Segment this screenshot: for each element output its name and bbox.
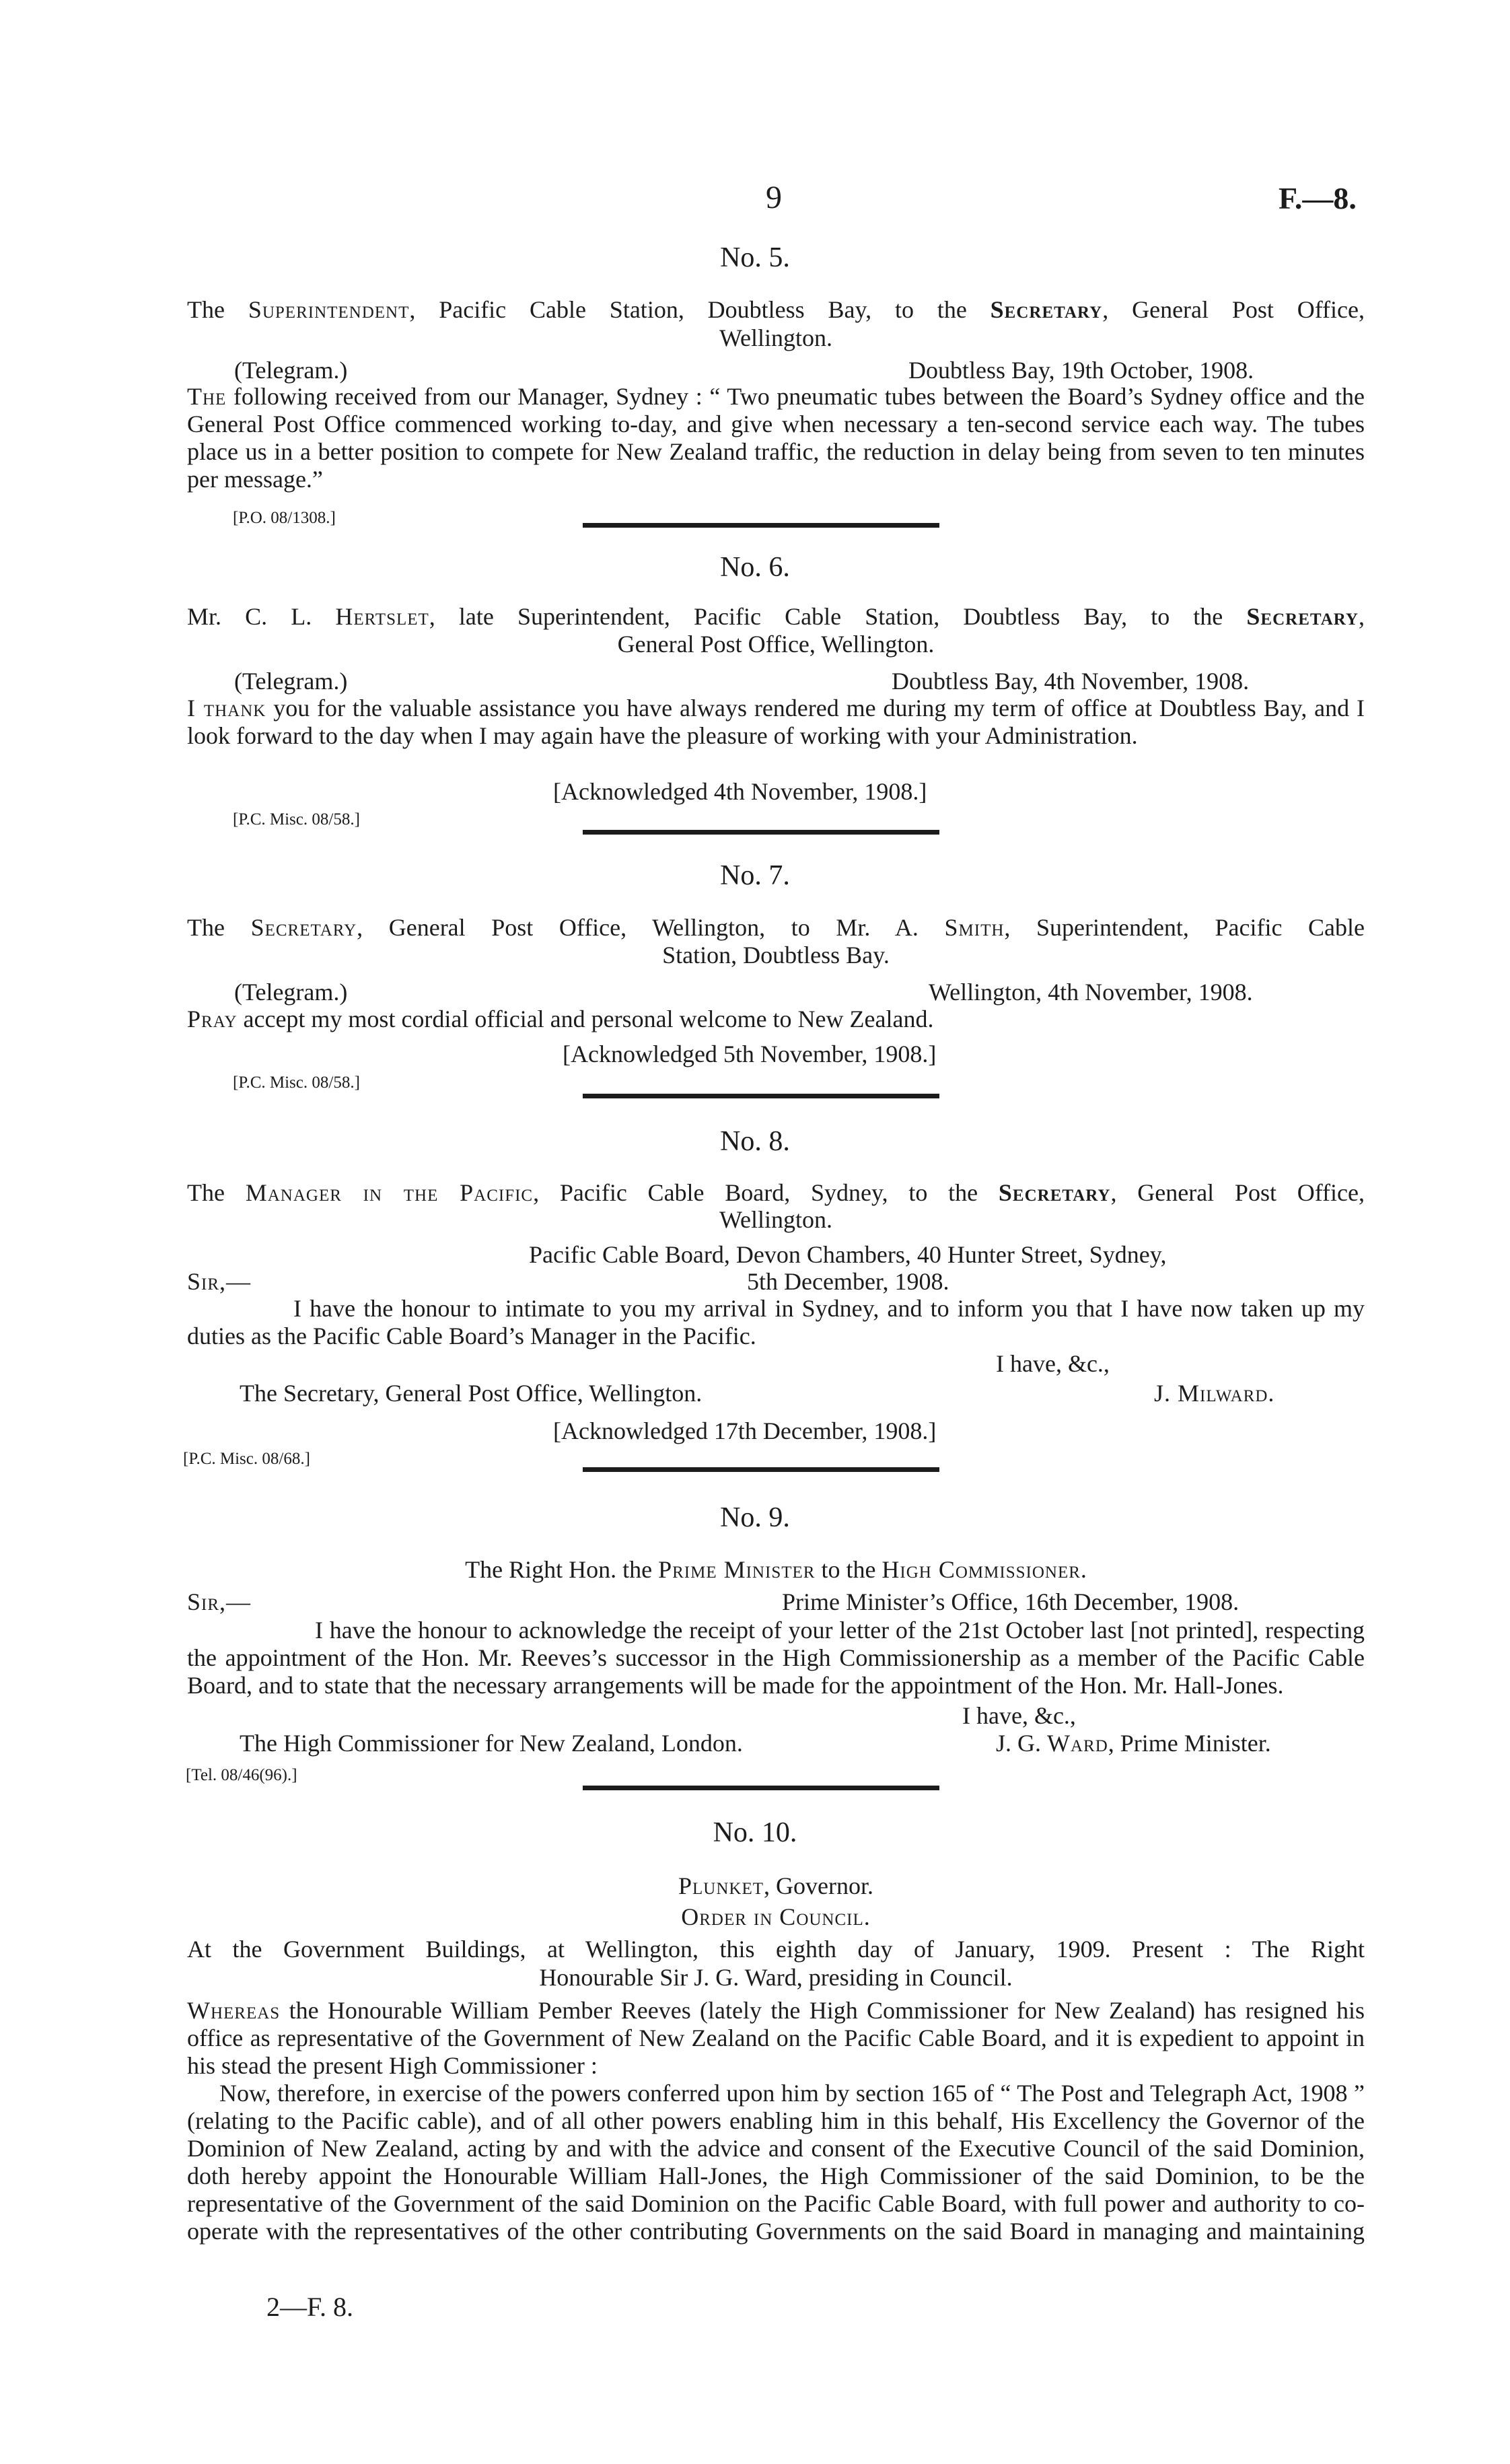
doc8-salutation: Sir,— bbox=[187, 1268, 252, 1295]
doc8-closing: I have, &c., bbox=[996, 1350, 1110, 1377]
doc9-number: No. 9. bbox=[720, 1502, 790, 1533]
doc8-signature: J. Milward. bbox=[1154, 1380, 1275, 1407]
doc5-heading-line2: Wellington. bbox=[719, 324, 833, 351]
doc7-heading: The Secretary, General Post Office, Wellington, to Mr. A. Smith, Superintendent, Pacific Cable bbox=[187, 914, 1365, 941]
doc7-place-date: Wellington, 4th November, 1908. bbox=[929, 979, 1253, 1006]
doc8-acknowledged: [Acknowledged 17th December, 1908.] bbox=[553, 1417, 937, 1444]
page-number: 9 bbox=[766, 180, 782, 215]
divider bbox=[583, 1094, 939, 1098]
doc7-body: Pray accept my most cordial official and personal welcome to New Zealand. bbox=[187, 1006, 934, 1032]
doc5-number: No. 5. bbox=[720, 242, 790, 273]
doc10-preamble-line1: At the Government Buildings, at Wellington, this eighth day of January, 1909. Present : The Right bbox=[187, 1936, 1365, 1963]
doc6-mode: (Telegram.) bbox=[234, 668, 348, 695]
doc9-closing: I have, &c., bbox=[962, 1702, 1076, 1729]
doc8-heading: The Manager in the Pacific, Pacific Cable Board, Sydney, to the Secretary, General Post Office, bbox=[187, 1179, 1365, 1206]
doc10-governor: Plunket, Governor. bbox=[678, 1872, 873, 1899]
doc10-preamble-line2: Honourable Sir J. G. Ward, presiding in Council. bbox=[539, 1964, 1013, 1991]
signature-mark: 2—F. 8. bbox=[266, 2292, 354, 2322]
doc10-whereas: Whereas the Honourable William Pember Reeves (lately the High Commissioner for New Zealand) has resigned his office as representative of the Government of New Zealand on the Pacific Cable Board, and it is expedient to appoint in his stead the present High Commissioner : bbox=[187, 1997, 1365, 2079]
doc9-addressee: The High Commissioner for New Zealand, London. bbox=[240, 1730, 743, 1757]
doc7-mode: (Telegram.) bbox=[234, 979, 348, 1006]
doc9-signature: J. G. Ward, Prime Minister. bbox=[996, 1730, 1271, 1757]
doc8-body: I have the honour to intimate to you my arrival in Sydney, and to inform you that I have now taken up my duties as the Pacific Cable Board’s Manager in the Pacific. bbox=[187, 1295, 1365, 1349]
doc6-heading-line2: General Post Office, Wellington. bbox=[617, 631, 935, 658]
doc10-now-therefore: Now, therefore, in exercise of the powers conferred upon him by section 165 of “ The Post and Telegraph Act, 1908 ” (relating to the Pacific cable), and of all other powers enabling him in this behalf, His Excellency the Governor of the Dominion of New Zealand, acting by and with the advice and consent of the Executive Council of the said Dominion, doth hereby appoint the Honourable William Hall-Jones, the High Commissioner of the said Dominion, to be the representative of the Government of the said Dominion on the Pacific Cable Board, with full power and authority to co-operate with the representatives of the other contributing Governments on the said Board in managing and maintaining bbox=[187, 2080, 1365, 2245]
doc5-place-date: Doubtless Bay, 19th October, 1908. bbox=[908, 357, 1254, 384]
divider bbox=[583, 1786, 939, 1790]
doc6-body: I thank you for the valuable assistance you have always rendered me during my term of office at Doubtless Bay, and I look forward to the day when I may again have the pleasure of working with your Administration. bbox=[187, 695, 1365, 749]
doc5-body: The following received from our Manager, Sydney : “ Two pneumatic tubes between the Board’s Sydney office and the General Post Office commenced working to-day, and give when necessary a ten-second service each way. The tubes place us in a better position to compete for New Zealand traffic, the reduction in delay being from seven to ten minutes per message.” bbox=[187, 383, 1365, 493]
doc9-body: I have the honour to acknowledge the receipt of your letter of the 21st October last [not printed], respecting the appointment of the Hon. Mr. Reeves’s successor in the High Commissionership as a member of the Pacific Cable Board, and to state that the necessary arrangements will be made for the appointment of the Hon. Mr. Hall-Jones. bbox=[187, 1617, 1365, 1699]
doc9-heading: The Right Hon. the Prime Minister to the High Commissioner. bbox=[465, 1556, 1087, 1583]
doc6-file-ref: [P.C. Misc. 08/58.] bbox=[233, 810, 360, 829]
divider bbox=[583, 830, 939, 835]
doc8-number: No. 8. bbox=[720, 1126, 790, 1157]
doc6-place-date: Doubtless Bay, 4th November, 1908. bbox=[892, 668, 1250, 695]
doc5-heading: The Superintendent, Pacific Cable Station, Doubtless Bay, to the Secretary, General Post Office, bbox=[187, 296, 1365, 323]
doc8-file-ref: [P.C. Misc. 08/68.] bbox=[183, 1450, 310, 1468]
doc5-file-ref: [P.O. 08/1308.] bbox=[233, 509, 336, 527]
divider bbox=[583, 523, 939, 528]
doc9-file-ref: [Tel. 08/46(96).] bbox=[186, 1766, 297, 1784]
doc6-number: No. 6. bbox=[720, 552, 790, 583]
doc10-number: No. 10. bbox=[713, 1817, 797, 1848]
doc7-heading-line2: Station, Doubtless Bay. bbox=[662, 942, 890, 969]
doc8-address: Pacific Cable Board, Devon Chambers, 40 Hunter Street, Sydney, bbox=[529, 1241, 1167, 1268]
doc5-mode: (Telegram.) bbox=[234, 357, 348, 384]
divider bbox=[583, 1467, 939, 1472]
doc8-date: 5th December, 1908. bbox=[747, 1268, 949, 1295]
doc7-number: No. 7. bbox=[720, 860, 790, 891]
doc7-acknowledged: [Acknowledged 5th November, 1908.] bbox=[563, 1041, 937, 1067]
doc9-salutation: Sir,— bbox=[187, 1588, 252, 1615]
doc8-addressee: The Secretary, General Post Office, Wellington. bbox=[240, 1380, 703, 1407]
doc8-heading-line2: Wellington. bbox=[719, 1206, 833, 1233]
doc6-acknowledged: [Acknowledged 4th November, 1908.] bbox=[553, 778, 927, 805]
doc10-order-in-council: Order in Council. bbox=[681, 1903, 871, 1930]
doc7-file-ref: [P.C. Misc. 08/58.] bbox=[233, 1073, 360, 1092]
doc9-place-date: Prime Minister’s Office, 16th December, 1908. bbox=[782, 1588, 1239, 1615]
doc6-heading: Mr. C. L. Hertslet, late Superintendent, Pacific Cable Station, Doubtless Bay, to the Secretary, bbox=[187, 603, 1365, 630]
paper-id: F.—8. bbox=[1279, 181, 1357, 215]
